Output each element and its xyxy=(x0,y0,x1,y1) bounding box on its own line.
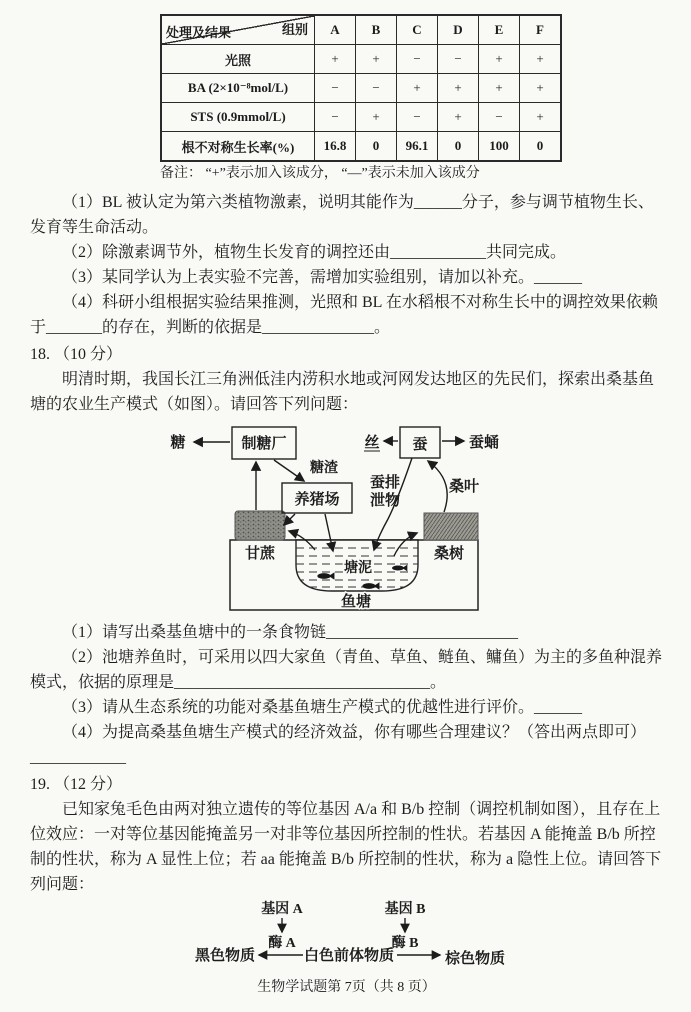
gene-pathway-diagram xyxy=(30,897,663,976)
column-header: E xyxy=(479,15,520,45)
table-row xyxy=(161,45,561,74)
page-footer: 生物学试题第 7页（共 8 页） xyxy=(257,980,436,995)
table-cell: 0 xyxy=(520,132,562,162)
sugarcane-field xyxy=(235,511,285,540)
q18-item-4: （4）为提高桑基鱼塘生产模式的经济效益，你有哪些合理建议？（答出两点即可）____________ xyxy=(30,724,647,766)
q17-item-1: （1）BL 被认定为第六类植物激素，说明其能作为______分子，参与调节植物生长、发育等生命活动。 xyxy=(30,194,654,236)
enzyme-a-label: 酶 A xyxy=(267,936,296,951)
table-cell: 96.1 xyxy=(397,132,438,162)
residue-arrow xyxy=(274,460,304,481)
pupa-label: 蚕蛹 xyxy=(468,435,499,451)
gene-a-label: 基因 A xyxy=(260,902,303,917)
q17-item-3: （3）某同学认为上表实验不完善，需增加实验组别，请加以补充。______ xyxy=(62,269,583,286)
table-cell: 0 xyxy=(438,132,479,162)
table-note: 备注： “+”表示加入该成分， “—”表示未加入该成分 xyxy=(160,166,480,181)
table-cell: − xyxy=(479,103,520,132)
q17-item-2: （2）除激素调节外，植物生长发育的调控还由____________共同完成。 xyxy=(62,244,567,261)
column-header: F xyxy=(520,15,562,45)
q18-item-1: （1）请写出桑基鱼塘中的一条食物链________________________ xyxy=(62,624,519,641)
leaf-to-silkworm-arrow xyxy=(428,461,447,512)
mulberry-field xyxy=(424,513,478,540)
row-label-sts: STS (0.9mmol/L) xyxy=(161,103,315,132)
q18-item-3: （3）请从生态系统的功能对桑基鱼塘生产模式的优越性进行评价。______ xyxy=(62,699,583,716)
table-cell: + xyxy=(438,74,479,103)
table-cell: + xyxy=(356,103,397,132)
row-label-ba: BA (2×10⁻⁸mol/L) xyxy=(161,74,315,103)
table-cell: + xyxy=(520,74,562,103)
corner-label-group: 组别 xyxy=(281,22,308,37)
experiment-table xyxy=(160,14,562,162)
black-substance-label: 黑色物质 xyxy=(194,948,255,964)
column-header: A xyxy=(315,15,356,45)
table-cell: + xyxy=(356,45,397,74)
table-cell: + xyxy=(479,45,520,74)
row-label-growth-rate: 根不对称生长率(%) xyxy=(161,132,315,162)
corner-label-treatment: 处理及结果 xyxy=(166,25,232,40)
table-cell: + xyxy=(479,74,520,103)
table-cell: 100 xyxy=(479,132,520,162)
table-row xyxy=(161,103,561,132)
table-cell: − xyxy=(315,103,356,132)
mulberry-tree-label: 桑树 xyxy=(433,546,464,562)
gene-b-label: 基因 B xyxy=(384,902,425,917)
table-cell: + xyxy=(315,45,356,74)
table-cell: + xyxy=(438,103,479,132)
table-cell: − xyxy=(397,45,438,74)
table-cell: − xyxy=(438,45,479,74)
pig-farm-label: 养猪场 xyxy=(293,492,340,508)
table-cell: 16.8 xyxy=(315,132,356,162)
q18-number: 18. （10 分） xyxy=(30,346,123,363)
enzyme-b-label: 酶 B xyxy=(391,936,418,951)
column-header: D xyxy=(438,15,479,45)
excreta-label-2: 泄物 xyxy=(369,493,400,509)
table-cell: + xyxy=(397,74,438,103)
silk-label: 丝 xyxy=(363,435,380,451)
q17-item-4: （4）科研小组根据实验结果推测，光照和 BL 在水稻根不对称生长中的调控效果依赖于_______的存在，判断的依据是______________。 xyxy=(30,294,658,336)
table-row xyxy=(161,74,561,103)
excreta-label-1: 蚕排 xyxy=(369,475,400,491)
table-cell: − xyxy=(397,103,438,132)
table-cell: + xyxy=(520,45,562,74)
table-row xyxy=(161,132,561,162)
q19-intro: 已知家兔毛色由两对独立遗传的等位基因 A/a 和 B/b 控制（调控机制如图），且存在上位效应：一对等位基因能掩盖另一对非等位基因所控制的性状。若基因 A 能掩盖 B/b 所控制的性状，称为 A 显性上位；若 aa 能掩盖 B/b 所控制的性状，称为 a 隐性上位。请回答下列问题： xyxy=(30,801,662,893)
mulberry-leaf-label: 桑叶 xyxy=(448,479,479,495)
fishpond-diagram-svg xyxy=(132,419,562,615)
table-cell: + xyxy=(520,103,562,132)
q18-item-2: （2）池塘养鱼时，可采用以四大家鱼（青鱼、草鱼、鲢鱼、鳙鱼）为主的多鱼种混养模式，依据的原理是________________________________。 xyxy=(30,649,663,691)
pigfarm-to-cane-arrow xyxy=(284,514,295,525)
table-header-row xyxy=(161,15,561,45)
table-corner-cell xyxy=(161,15,315,45)
table-cell: − xyxy=(356,74,397,103)
white-precursor-label: 白色前体物质 xyxy=(303,948,394,964)
pond-mud-label: 塘泥 xyxy=(343,561,372,576)
silkworm-label: 蚕 xyxy=(411,437,428,453)
table-cell: 0 xyxy=(356,132,397,162)
table-cell: − xyxy=(315,74,356,103)
brown-substance-label: 棕色物质 xyxy=(444,951,505,967)
column-header: C xyxy=(397,15,438,45)
fish-pond-label: 鱼塘 xyxy=(340,594,371,610)
q18-intro: 明清时期，我国长江三角洲低洼内涝积水地或河网发达地区的先民们，探索出桑基鱼塘的农业生产模式（如图）。请回答下列问题： xyxy=(30,371,655,413)
sugarcane-label: 甘蔗 xyxy=(244,546,275,562)
sugar-factory-label: 制糖厂 xyxy=(240,436,287,452)
sugar-label: 糖 xyxy=(169,435,186,451)
q19-number: 19. （12 分） xyxy=(30,776,123,793)
column-header: B xyxy=(356,15,397,45)
row-label-light: 光照 xyxy=(161,45,315,74)
gene-diagram-svg xyxy=(157,897,537,971)
sugar-residue-label: 糖渣 xyxy=(309,461,338,476)
sangji-fishpond-diagram xyxy=(30,419,663,620)
